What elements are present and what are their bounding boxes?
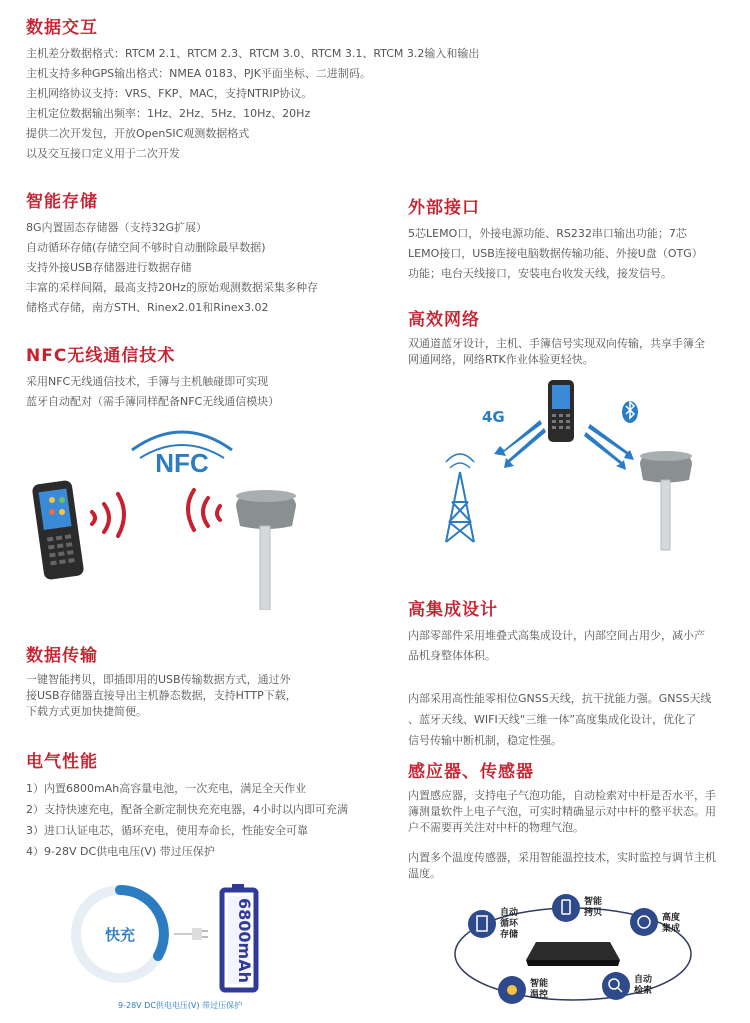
section-title: 外部接口 [408, 198, 480, 218]
feature-label: 高度 [662, 913, 681, 923]
section-title: 数据交互 [26, 18, 98, 38]
text-line: 主机网络协议支持：VRS、FKP、MAC，支持NTRIP协议。 [26, 87, 313, 100]
text-line: 户不需要再关注对中杆的物理气泡。 [408, 821, 584, 834]
text-line: 丰富的采样间隔，最高支持20Hz的原始观测数据采集多种存 [26, 281, 319, 294]
feature-auto-storage [468, 906, 519, 940]
section-title: NFC无线通信技术 [26, 346, 176, 366]
text-line: 网通网络，网络RTK作业体验更轻快。 [408, 353, 594, 366]
text-line: 温度。 [408, 867, 441, 880]
text-line: 内置感应器，支持电子气泡功能，自动检索对中杆是否水平，手 [408, 789, 716, 802]
feature-smart-copy [552, 894, 602, 922]
text-line: 2）支持快速充电，配备全新定制快充充电器，4小时以内即可充满 [26, 803, 348, 816]
feature-label: 集成 [662, 924, 681, 934]
charge-ring-icon [120, 890, 164, 956]
gnss-receiver-icon [640, 451, 692, 550]
text-line: 功能；电台天线接口，安装电台收发天线，接发信号。 [408, 267, 672, 280]
text-line: 主机差分数据格式：RTCM 2.1、RTCM 2.3、RTCM 3.0、RTCM 3.1、RTCM 3.2输入和输出 [26, 47, 480, 60]
nfc-logo-icon [132, 432, 232, 478]
feature-label: 温控 [530, 990, 549, 1000]
text-line: 采用NFC无线通信技术，手簿与主机触碰即可实现 [26, 375, 269, 388]
feature-label: 智能 [584, 897, 603, 907]
text-line: 主机支持多种GPS输出格式：NMEA 0183、PJK平面坐标、二进制码。 [26, 67, 371, 80]
nfc-illustration [30, 420, 360, 610]
text-line: 4）9-28V DC供电电压(V) 带过压保护 [26, 845, 215, 858]
section-title: 高效网络 [408, 310, 480, 330]
text-line: 内部采用高性能零相位GNSS天线，抗干扰能力强。GNSS天线 [408, 692, 712, 705]
battery-icon [222, 884, 256, 990]
signal-waves-left-icon [92, 494, 124, 536]
feature-label: 智能 [530, 979, 549, 989]
text-line: 内置多个温度传感器，采用智能温控技术，实时监控与调节主机 [408, 851, 716, 864]
section-title: 感应器、传感器 [408, 762, 534, 782]
section-data-exchange [26, 18, 479, 164]
plug-icon [174, 928, 208, 940]
nfc-logo-text: NFC [155, 448, 209, 478]
cell-tower-icon [446, 454, 474, 542]
signal-waves-right-icon [188, 490, 220, 530]
text-line: 蓝牙自动配对（需手簿同样配备NFC无线通信模块） [26, 395, 280, 408]
gnss-receiver-icon [236, 490, 296, 610]
bluetooth-icon [622, 401, 638, 423]
text-line: 、蓝牙天线、WIFI天线“三维一体”高度集成化设计，优化了 [408, 713, 697, 726]
text-line: 以及交互接口定义用于二次开发 [26, 147, 180, 160]
battery-capacity: 6800mAh [235, 898, 254, 983]
chip-icon [526, 942, 620, 966]
section-sensors [408, 762, 716, 882]
sun-icon [507, 985, 517, 995]
network-illustration [420, 372, 720, 562]
section-external-ports [408, 198, 703, 284]
feature-label: 自动 [634, 975, 653, 985]
feature-label: 存储 [500, 930, 519, 940]
text-line: 内部零部件采用堆叠式高集成设计，内部空间占用少，减小产 [408, 629, 705, 642]
text-line: 1）内置6800mAh高容量电池，一次充电，满足全天作业 [26, 782, 307, 795]
text-line: 5芯LEMO口，外接电源功能、RS232串口输出功能；7芯 [408, 227, 687, 240]
handheld-controller-icon [32, 480, 85, 581]
text-line: 8G内置固态存储器（支持32G扩展） [26, 221, 208, 234]
section-network [408, 310, 705, 368]
text-line: 接USB存储器直接导出主机静态数据，支持HTTP下载， [26, 689, 297, 702]
power-caption: 9-28V DC供电电压(V) 带过压保护 [118, 1001, 243, 1010]
feature-label: 循环 [500, 919, 519, 929]
bidirectional-arrow-left-icon [494, 420, 546, 468]
section-title: 电气性能 [26, 752, 98, 772]
text-line: 簿测量软件上电子气泡，可实时精确显示对中杆的整平状态。用 [408, 805, 716, 818]
text-line: 信号传输中断机制，稳定性强。 [408, 734, 562, 747]
section-integration [408, 600, 711, 751]
feature-high-integration [630, 908, 680, 936]
text-line: 品机身整体体积。 [408, 649, 496, 662]
fast-charge-label: 快充 [104, 926, 136, 944]
bidirectional-arrow-right-icon [584, 424, 634, 470]
text-line: 一键智能拷贝，即插即用的USB传输数据方式，通过外 [26, 673, 291, 686]
section-smart-storage [26, 192, 318, 318]
handheld-controller-icon [548, 380, 574, 442]
section-nfc [26, 346, 279, 412]
feature-smart-temp [498, 976, 548, 1004]
section-data-transfer [26, 646, 297, 720]
section-title: 数据传输 [26, 646, 98, 666]
text-line: 支持外接USB存储器进行数据存储 [26, 261, 192, 274]
features-diagram [448, 890, 698, 1015]
text-line: 下载方式更加快捷简便。 [26, 705, 147, 718]
text-line: LEMO接口，USB连接电脑数据传输功能、外接U盘（OTG） [408, 247, 703, 260]
feature-label: 检索 [634, 986, 653, 996]
text-line: 3）进口认证电芯，循环充电，使用寿命长，性能安全可靠 [26, 824, 308, 837]
label-4g: 4G [482, 408, 505, 426]
text-line: 提供二次开发包，开放OpenSIC观测数据格式 [26, 127, 250, 140]
feature-label: 自动 [500, 908, 519, 918]
section-power [26, 752, 348, 862]
power-illustration [70, 878, 310, 998]
text-line: 自动循环存储(存储空间不够时自动删除最早数据) [26, 241, 266, 254]
text-line: 双通道蓝牙设计，主机、手簿信号实现双向传输，共享手簿全 [408, 337, 705, 350]
section-title: 高集成设计 [408, 600, 498, 620]
text-line: 主机定位数据输出频率：1Hz、2Hz、5Hz、10Hz、20Hz [26, 107, 311, 120]
text-line: 储格式存储，南方STH、Rinex2.01和Rinex3.02 [26, 301, 269, 314]
feature-label: 拷贝 [584, 908, 603, 918]
section-title: 智能存储 [26, 192, 98, 212]
